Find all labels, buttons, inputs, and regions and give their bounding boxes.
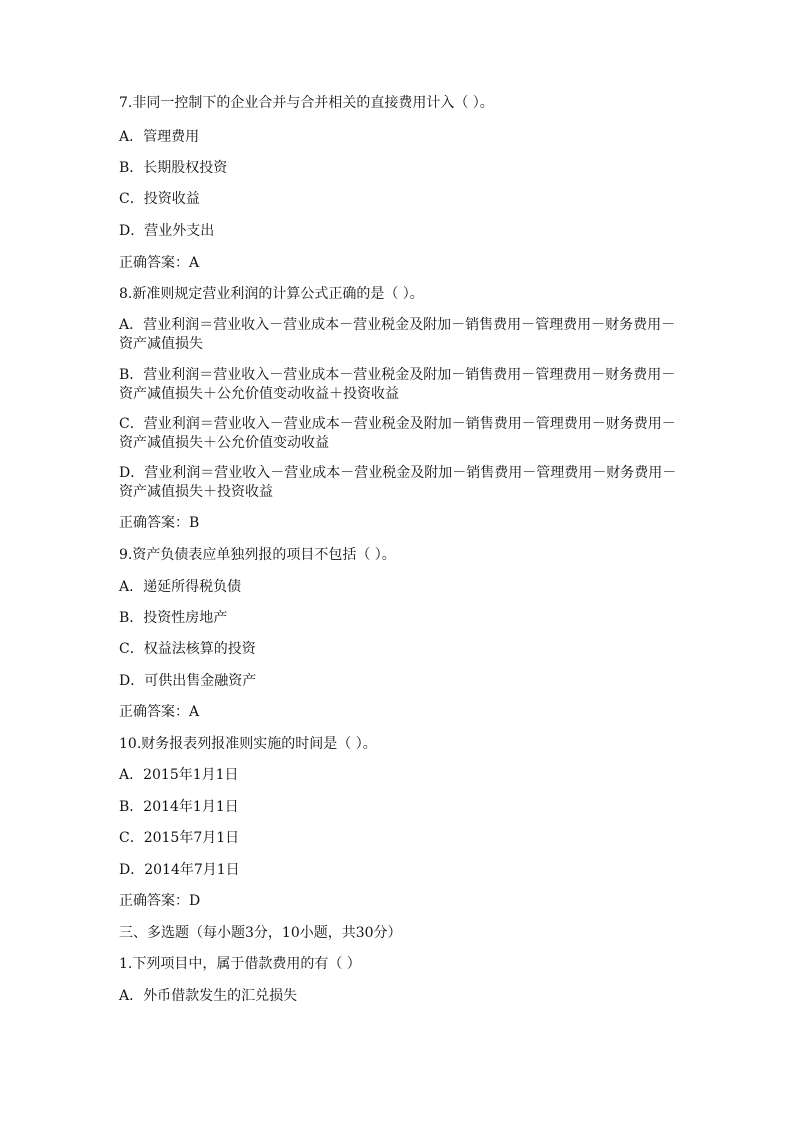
question-8-stem: 8.新准则规定营业利润的计算公式正确的是（ ）。 [119,286,424,302]
question-7-option-c: C．投资收益 [119,191,200,207]
question-10-option-b: B．2014年1月1日 [119,799,239,815]
question-9-answer: 正确答案：A [119,704,200,720]
question-8-option-b: B．营业利润＝营业收入－营业成本－营业税金及附加－销售费用－管理费用－财务费用－资产减值损失＋公允价值变动收益＋投资收益 [119,367,676,402]
question-10-answer: 正确答案：D [119,893,201,909]
multi-question-1-option-a: A．外币借款发生的汇兑损失 [119,988,298,1004]
question-8-option-d: D．营业利润＝营业收入－营业成本－营业税金及附加－销售费用－管理费用－财务费用－资产减值损失＋投资收益 [119,465,677,500]
question-10-option-d: D．2014年7月1日 [119,862,240,878]
question-7-answer: 正确答案：A [119,255,200,271]
question-10-stem: 10.财务报表列报准则实施的时间是（ ）。 [119,736,377,752]
section-3-heading: 三、多选题（每小题3分，10小题，共30分） [119,925,402,941]
question-7-option-d: D．营业外支出 [119,223,215,239]
question-7-option-a: A．管理费用 [119,129,200,145]
question-7-stem: 7.非同一控制下的企业合并与合并相关的直接费用计入（ ）。 [119,95,494,111]
question-9-option-c: C．权益法核算的投资 [119,641,256,657]
question-9-option-a: A．递延所得税负债 [119,579,242,595]
question-9-stem: 9.资产负债表应单独列报的项目不包括（ ）。 [119,547,396,563]
question-8-option-a: A．营业利润＝营业收入－营业成本－营业税金及附加－销售费用－管理费用－财务费用－资产减值损失 [119,317,676,352]
question-10-option-a: A．2015年1月1日 [119,767,239,783]
question-8-option-c: C．营业利润＝营业收入－营业成本－营业税金及附加－销售费用－管理费用－财务费用－资产减值损失＋公允价值变动收益 [119,416,676,451]
question-8-answer: 正确答案：B [119,515,200,531]
question-7-option-b: B．长期股权投资 [119,160,228,176]
question-10-option-c: C．2015年7月1日 [119,830,240,846]
question-9-option-d: D．可供出售金融资产 [119,673,257,689]
question-9-option-b: B．投资性房地产 [119,610,228,626]
multi-question-1-stem: 1.下列项目中，属于借款费用的有（ ） [119,956,361,972]
